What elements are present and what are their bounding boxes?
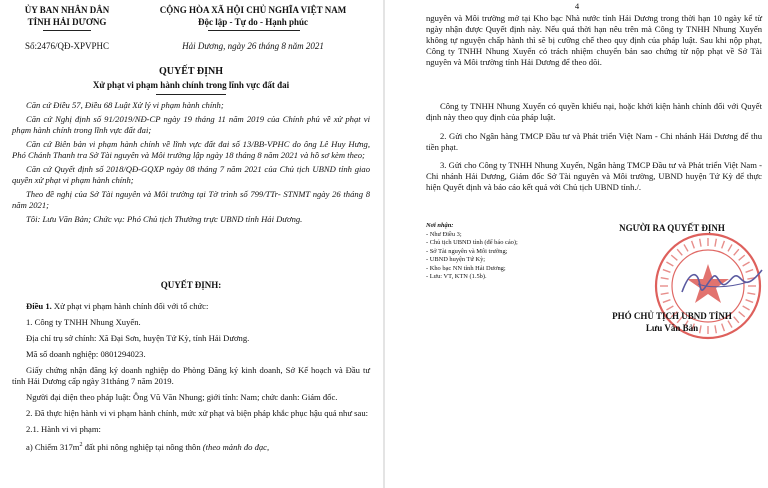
national-motto: Độc lập - Tự do - Hạnh phúc: [197, 17, 308, 27]
signature-icon: [678, 262, 766, 302]
article-1-intro: [12, 301, 370, 312]
legal-basis: Căn cứ Biên bản vi phạm hành chính về lĩnh vực đất đai số 13/BB-VPHC do ông Lê Huy Hưng, Phó Chánh Thanh tra Sở Tài nguyên và Môi trường lập ngày 18 tháng 8 năm 2021 và hồ sơ kèm theo;: [12, 139, 370, 160]
business-certificate: Giấy chứng nhận đăng ký doanh nghiệp do Phòng Đăng ký kinh doanh, Sở Kế hoạch và Đầu tư tỉnh Hải Dương cấp ngày 31tháng 7 năm 2019.: [12, 365, 370, 386]
violation-item-a-note: (theo mảnh đo đạc,: [202, 441, 270, 452]
legal-representative: Người đại diện theo pháp luật: Ông Vũ Văn Nhung; giới tính: Nam; chức danh: Giám đốc.: [26, 392, 338, 402]
agency-line-1: ỦY BAN NHÂN DÂN: [24, 5, 110, 15]
recipients-block: [426, 222, 576, 282]
recipient-item: - Sở Tài nguyên và Môi trường;: [426, 247, 508, 255]
send-parties-paragraph: 3. Gửi cho Công ty TNHH Nhung Xuyến, Ngân hàng TMCP Đầu tư và Phát triển Việt Nam - Chi nhánh Hải Dương, Giám đốc Sở Tài nguyên và Môi trường, UBND huyện Tứ Kỳ để thực hiện Quyết định và báo cáo kết quả với Chủ tịch UBND tỉnh./.: [426, 160, 762, 192]
legal-basis: Tôi: Lưu Văn Bản; Chức vụ: Phó Chủ tịch Thường trực UBND tỉnh Hải Dương.: [26, 214, 303, 224]
document-page-2: [386, 0, 768, 488]
violation-item-a: [12, 440, 370, 453]
violation-summary: 2. Đã thực hiện hành vi vi phạm hành chính, mức xử phạt và biện pháp khắc phục hậu quả như sau:: [26, 408, 369, 418]
decision-heading: QUYẾT ĐỊNH:: [160, 280, 222, 290]
violation-heading: 2.1. Hành vi vi phạm:: [26, 424, 101, 434]
signer-heading: NGƯỜI RA QUYẾT ĐỊNH: [619, 223, 725, 233]
document-number: Số:2476/QĐ-XPVPHC: [24, 41, 109, 51]
legal-basis: Theo đề nghị của Sở Tài nguyên và Môi trường tại Tờ trình số 799/TTr- STNMT ngày 26 tháng 8 năm 2021;: [12, 189, 370, 210]
send-bank-paragraph: 2. Gửi cho Ngân hàng TMCP Đầu tư và Phát triển Việt Nam - Chi nhánh Hải Dương để thu tiền phạt.: [426, 131, 762, 152]
page-divider: [383, 0, 385, 488]
company-address: Địa chỉ trụ sở chính: Xã Đại Sơn, huyện Tứ Kỳ, tỉnh Hải Dương.: [26, 333, 250, 343]
country-name: CỘNG HÒA XÃ HỘI CHỦ NGHĨA VIỆT NAM: [159, 5, 347, 15]
page-number: 4: [574, 1, 580, 11]
company-name: 1. Công ty TNHH Nhung Xuyến.: [26, 317, 141, 327]
recipient-item: - UBND huyện Tứ Kỳ;: [426, 256, 486, 263]
recipient-item: - Như Điều 3;: [426, 230, 462, 238]
violation-item-a-rest: đất phi nông nghiệp tại nông thôn: [82, 441, 203, 452]
document-title: QUYẾT ĐỊNH: [159, 66, 223, 77]
company-tax-code: Mã số doanh nghiệp: 0801294023.: [26, 349, 146, 359]
document-page-1: [0, 0, 382, 488]
agency-underline: [43, 30, 91, 31]
signer-name: Lưu Văn Bản: [645, 323, 699, 333]
article-1-text: Xử phạt vi phạm hành chính đối với tổ chức:: [51, 301, 209, 311]
document-date: Hải Dương, ngày 26 tháng 8 năm 2021: [182, 41, 324, 51]
legal-basis: Căn cứ Quyết định số 2018/QĐ-GQXP ngày 08 tháng 7 năm 2021 của Chủ tịch UBND tỉnh giao quyền xử phạt vi phạm hành chính;: [12, 164, 370, 185]
legal-basis: Căn cứ Nghị định số 91/2019/NĐ-CP ngày 19 tháng 11 năm 2019 của Chính phủ về xử phạt vi phạm hành chính trong lĩnh vực đất đai;: [12, 114, 370, 135]
legal-bases: [12, 100, 370, 225]
area-unit-superscript: 2: [79, 442, 83, 448]
appeal-paragraph: Công ty TNHH Nhung Xuyến có quyền khiếu nại, hoặc khởi kiện hành chính đối với Quyết định này theo quy định của pháp luật.: [426, 101, 762, 122]
seal-and-signature: [582, 212, 762, 362]
recipient-item: - Lưu: VT, KTN (1.5b).: [426, 273, 487, 280]
legal-basis: Căn cứ Điều 57, Điều 68 Luật Xử lý vi phạm hành chính;: [26, 100, 224, 110]
violation-item-a-start: a) Chiếm 317m: [26, 441, 80, 452]
article-1-label: Điều 1.: [26, 301, 52, 311]
agency-line-2: TỈNH HẢI DƯƠNG: [27, 17, 107, 27]
payment-paragraph: nguyên và Môi trường mở tại Kho bạc Nhà nước tỉnh Hải Dương trong thời hạn 10 ngày kể từ ngày nhận được Quyết định này. Nếu quá thời hạn nêu trên mà Công ty TNHH Nhung Xuyến không tự nguyện chấp hành thì sẽ bị cưỡng chế theo quy định của pháp luật. Sau khi nộp phạt, Công ty TNHH Nhung Xuyến có trách nhiệm chuyển bản sao chứng từ nộp phạt về Sở Tài nguyên và Môi trường tỉnh Hải Dương để theo dõi.: [426, 13, 762, 67]
subtitle-underline: [156, 94, 226, 95]
recipient-item: - Kho bạc NN tỉnh Hải Dương;: [426, 264, 506, 272]
motto-underline: [208, 30, 300, 31]
signer-title: PHÓ CHỦ TỊCH UBND TỈNH: [612, 311, 732, 321]
recipient-item: - Chủ tịch UBND tỉnh (để báo cáo);: [426, 239, 518, 246]
recipients-label: Nơi nhận:: [426, 222, 454, 229]
agency-name: [8, 4, 126, 28]
document-subtitle: Xử phạt vi phạm hành chính trong lĩnh vực đất đai: [92, 80, 290, 90]
article-1: [12, 301, 370, 453]
